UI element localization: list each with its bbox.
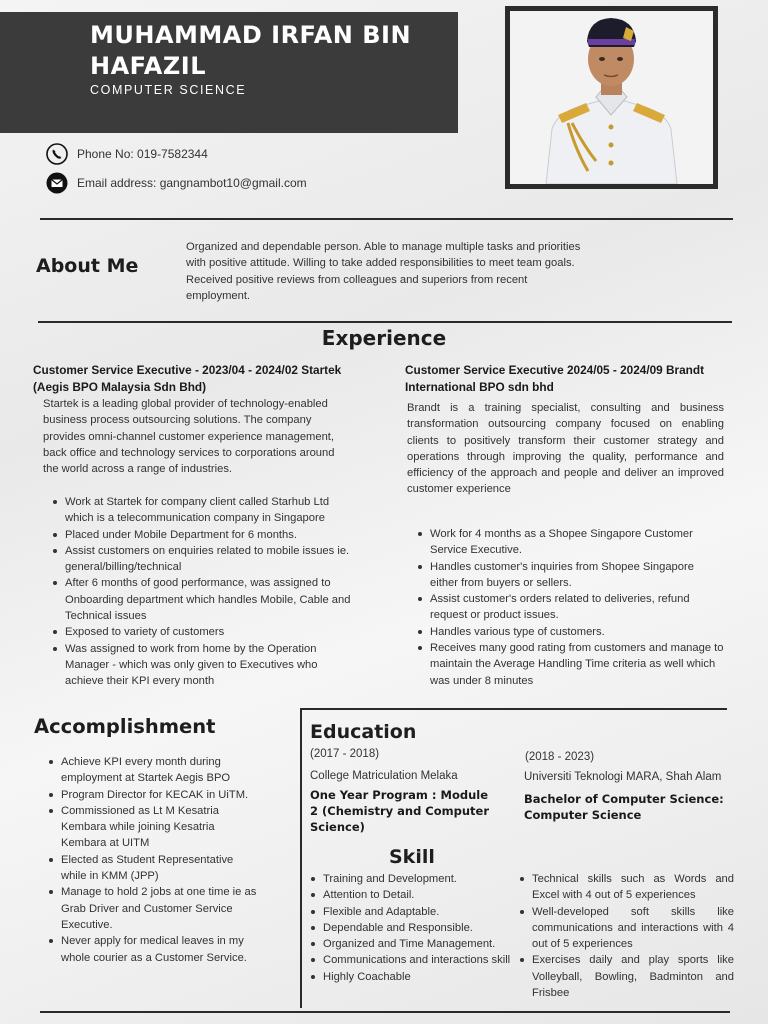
- job1-description: Startek is a leading global provider of technology-enabled business process outsourcing solutions. The company provides omni-channel customer experience management, back office and technology services to corporations around the world across a range of industries.: [43, 398, 335, 476]
- list-item: Handles customer's inquiries from Shopee Singapore either from buyers or sellers.: [414, 559, 724, 592]
- phone-icon: [46, 143, 68, 165]
- list-item: Manage to hold 2 jobs at one time ie as Grab Driver and Customer Service Executive.: [45, 884, 260, 933]
- divider-about: [38, 321, 732, 323]
- list-item: Training and Development.: [307, 871, 517, 887]
- edu2-years: (2018 - 2023): [525, 751, 595, 763]
- list-item: Dependable and Responsible.: [307, 920, 517, 936]
- job2-title: Customer Service Executive 2024/05 - 2024/09 Brandt International BPO sdn bhd: [405, 363, 705, 394]
- skill-title: Skill: [389, 846, 435, 868]
- list-item: Organized and Time Management.: [307, 936, 517, 952]
- edu1-school: College Matriculation Melaka: [310, 770, 458, 782]
- contact-email: [46, 172, 307, 194]
- divider-bottom: [40, 1011, 730, 1013]
- list-item: Commissioned as Lt M Kesatria Kembara while joining Kesatria Kembara at UITM: [45, 803, 260, 852]
- edu1-years: (2017 - 2018): [310, 748, 380, 760]
- list-item: Communications and interactions skill: [307, 952, 517, 968]
- list-item: Work at Startek for company client called Starhub Ltd which is a telecommunication company in Singapore: [49, 494, 354, 527]
- skill-list-right: [516, 871, 734, 1001]
- phone-text: Phone No: 019-7582344: [77, 147, 208, 161]
- list-item: Achieve KPI every month during employment at Startek Aegis BPO: [45, 754, 260, 787]
- job2-bullets: [414, 526, 724, 689]
- list-item: Exposed to variety of customers: [49, 624, 354, 640]
- list-item: Technical skills such as Words and Excel with 4 out of 5 experiences: [516, 871, 734, 904]
- list-item: Highly Coachable: [307, 969, 517, 985]
- divider-vertical: [300, 708, 302, 1008]
- list-item: Assist customer's orders related to deliveries, refund request or product issues.: [414, 591, 724, 624]
- list-item: Attention to Detail.: [307, 887, 517, 903]
- edu2-school: Universiti Teknologi MARA, Shah Alam: [524, 771, 722, 783]
- divider-experience: [300, 708, 727, 710]
- experience-title: Experience: [321, 326, 447, 350]
- list-item: Program Director for KECAK in UiTM.: [45, 787, 260, 803]
- job1-bullets: [49, 494, 354, 690]
- about-title: About Me: [36, 255, 139, 277]
- about-text: Organized and dependable person. Able to manage multiple tasks and priorities with positive attitude. Willing to take added responsibilities to meet team goals. Received positive reviews from colleagues and superiors from recent employment.: [186, 241, 581, 302]
- divider-top: [40, 218, 733, 220]
- profile-photo-frame: [505, 6, 718, 189]
- edu1-program: One Year Program : Module 2 (Chemistry and Computer Science): [310, 788, 490, 834]
- list-item: Was assigned to work from home by the Operation Manager - which was only given to Executives who achieve their KPI every month: [49, 641, 354, 690]
- email-icon: [46, 172, 68, 194]
- job2-description: Brandt is a training specialist, consulting and business transformation outsourcing company focused on enabling clients to positively transform their customer strategy and operations through improving the quality, performance and efficiency of the approach and people and deliver an improved customer experience: [407, 402, 724, 496]
- job1-title: Customer Service Executive - 2023/04 - 2024/02 Startek (Aegis BPO Malaysia Sdn Bhd): [33, 363, 342, 394]
- list-item: Flexible and Adaptable.: [307, 904, 517, 920]
- list-item: Placed under Mobile Department for 6 months.: [49, 527, 354, 543]
- edu2-program: Bachelor of Computer Science: Computer Science: [524, 792, 724, 822]
- list-item: After 6 months of good performance, was assigned to Onboarding department which handles Mobile, Cable and Technical issues: [49, 575, 354, 624]
- list-item: Elected as Student Representative while in KMM (JPP): [45, 852, 260, 885]
- list-item: Well-developed soft skills like communications and interactions with 4 out of 5 experiences: [516, 904, 734, 953]
- list-item: Exercises daily and play sports like Volleyball, Bowling, Badminton and Frisbee: [516, 952, 734, 1001]
- contact-phone: [46, 143, 208, 165]
- list-item: Work for 4 months as a Shopee Singapore Customer Service Executive.: [414, 526, 724, 559]
- education-title: Education: [310, 721, 417, 743]
- accomplishment-title: Accomplishment: [34, 715, 216, 738]
- accomplishment-list: [45, 754, 260, 966]
- list-item: Never apply for medical leaves in my whole courier as a Customer Service.: [45, 933, 260, 966]
- skill-list-left: [307, 871, 517, 985]
- list-item: Handles various type of customers.: [414, 624, 724, 640]
- profile-photo: [510, 11, 713, 184]
- person-subtitle: COMPUTER SCIENCE: [90, 83, 247, 97]
- list-item: Assist customers on enquiries related to mobile issues ie. general/billing/technical: [49, 543, 354, 576]
- list-item: Receives many good rating from customers and manage to maintain the Average Handling Time criteria as well which was under 8 minutes: [414, 640, 724, 689]
- person-name: MUHAMMAD IRFAN BIN HAFAZIL: [90, 21, 412, 80]
- email-text: Email address: gangnambot10@gmail.com: [77, 176, 307, 190]
